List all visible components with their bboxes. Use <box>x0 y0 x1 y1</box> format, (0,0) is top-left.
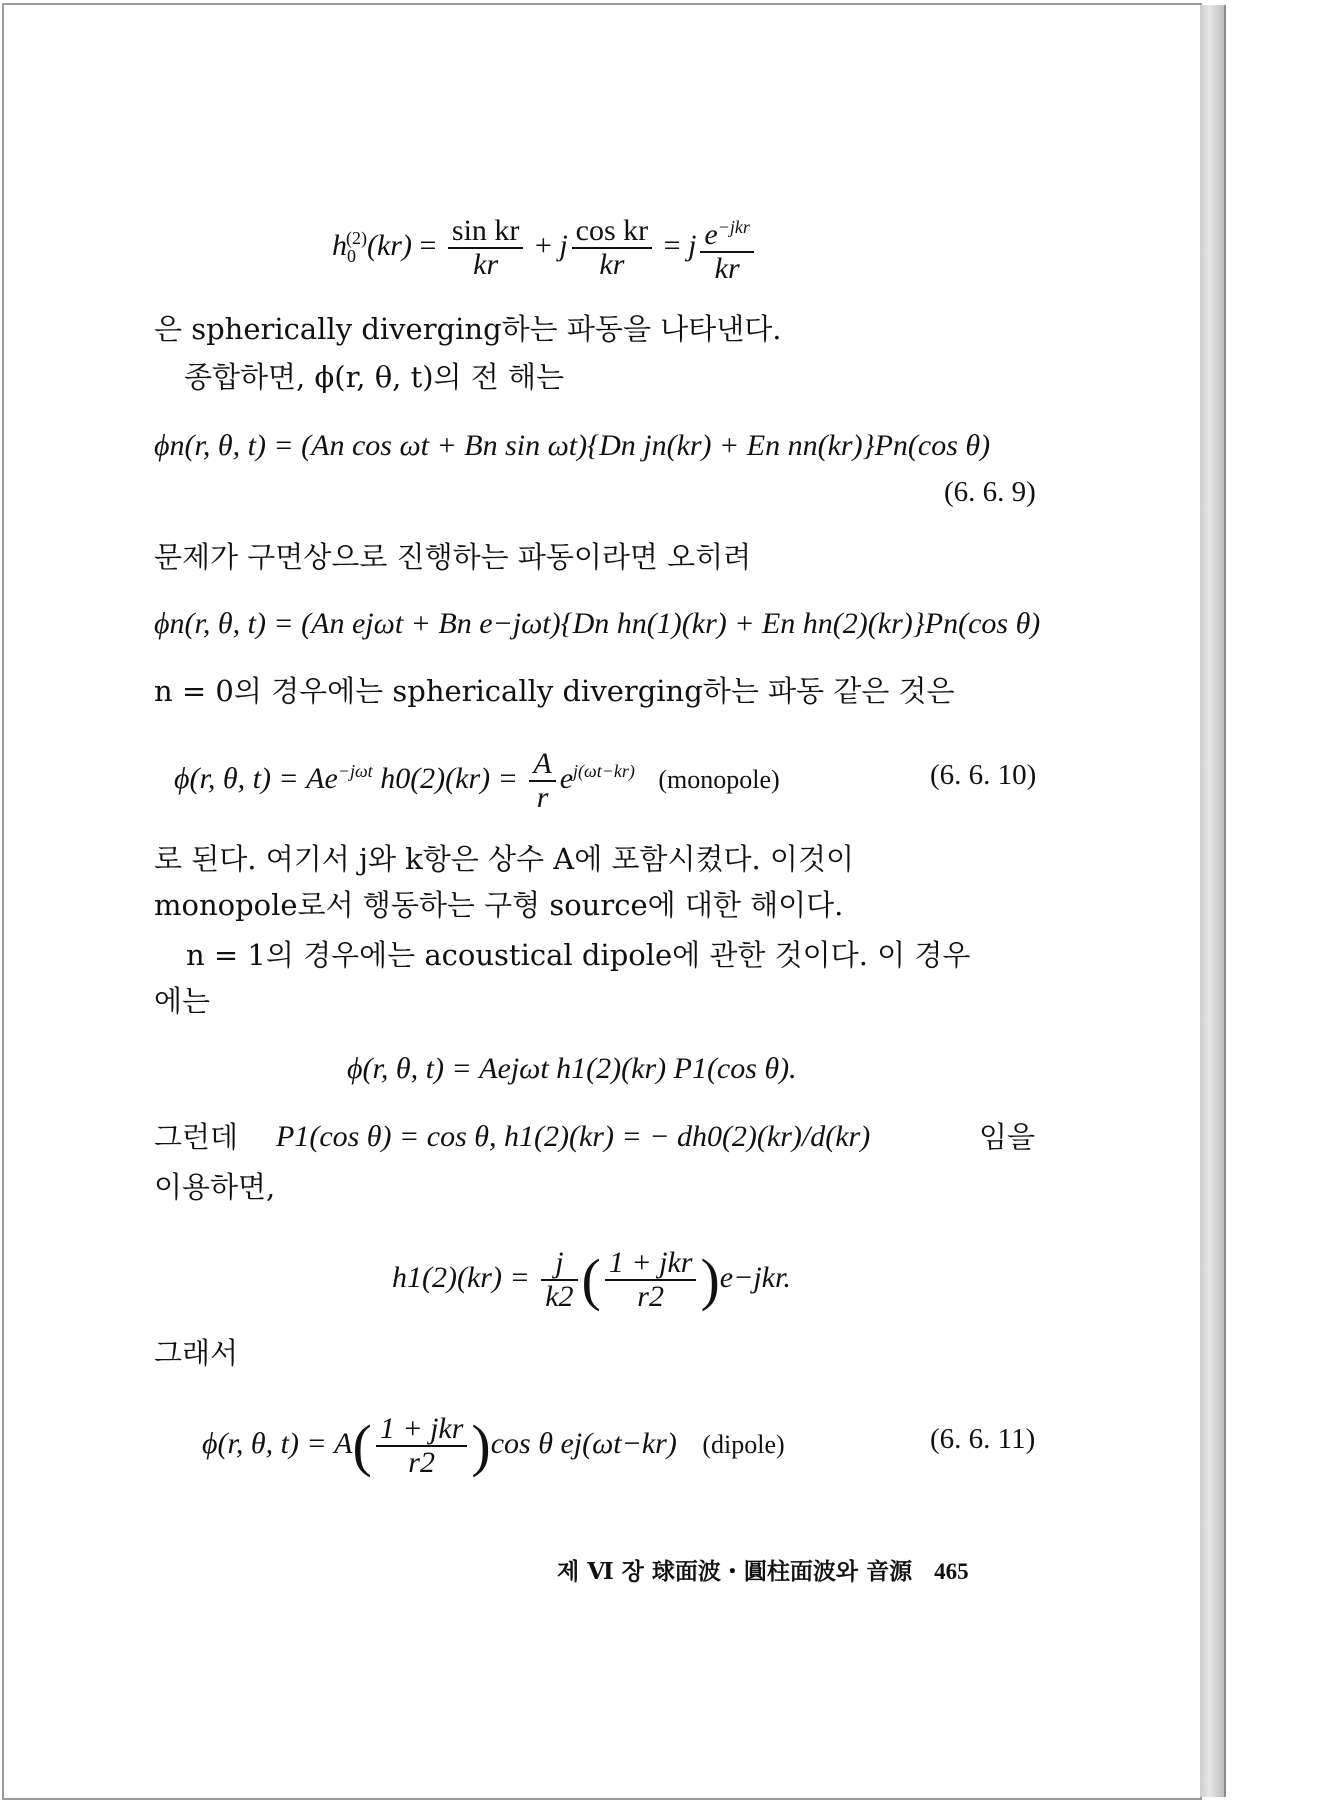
equation-phi-n-standing: ϕn(r, θ, t) = (An cos ωt + Bn sin ωt){Dn jn(kr) + En nn(kr)}Pn(cos θ) <box>154 429 991 462</box>
equation-h1-2: h1(2)(kr) = $\frac{j}{k2}$ ( $\frac{\text{1 + jkr}}{r2}$ )e−jkr. <box>392 1246 791 1313</box>
fraction-dipole: $\frac{\text{1 + jkr}}{r2}$ <box>376 1413 468 1479</box>
equation-h0-2: $h_0^{(2)}(kr)$ = $\frac{\text{sin kr}}{kr}$ + j $\frac{\text{cos kr}}{kr}$ = j $\frac{e^{-jkr}}{kr}$ <box>332 211 758 285</box>
page-content <box>4 5 1204 1798</box>
page-stack-edge <box>1200 5 1226 1797</box>
page-number: 465 <box>934 1559 969 1584</box>
equation-number-6-6-9: (6. 6. 9) <box>944 476 1036 508</box>
text-line-5: 로 된다. 여기서 j와 k항은 상수 A에 포함시켰다. 이것이 <box>154 842 854 876</box>
book-page <box>2 3 1202 1800</box>
text-line-7: n = 1의 경우에는 acoustical dipole에 관한 것이다. 이 경우 <box>186 938 971 972</box>
equation-number-6-6-11: (6. 6. 11) <box>930 1423 1036 1455</box>
text-line-1: 은 spherically diverging하는 파동을 나타낸다. <box>154 312 782 346</box>
text-line-2: 종합하면, ϕ(r, θ, t)의 전 해는 <box>184 360 565 394</box>
text-line-3: 문제가 구면상으로 진행하는 파동이라면 오히려 <box>154 540 752 574</box>
equation-monopole: ϕ(r, θ, $t) = Ae^{-j\omega t}$ h0(2)(kr) = $\frac{A}{r}$ $e^{j(\omega t-kr)}$ (monopole) <box>174 747 780 814</box>
equation-dipole-general: ϕ(r, θ, t) = Aejωt h1(2)(kr) P1(cos θ). <box>347 1052 797 1085</box>
text-line-10: 이용하면, <box>154 1170 276 1204</box>
text-line-4: n = 0의 경우에는 spherically diverging하는 파동 같은 것은 <box>154 674 955 708</box>
fraction-exp: $\frac{e^{-jkr}}{kr}$ <box>700 211 753 285</box>
fraction-sin: $\frac{\text{sin kr}}{kr}$ <box>448 215 524 281</box>
chapter-title: 제 Ⅵ 장 球面波・圓柱面波와 音源 <box>557 1558 913 1585</box>
equation-phi-n-traveling: ϕn(r, θ, t) = (An ejωt + Bn e−jωt){Dn hn(1)(kr) + En hn(2)(kr)}Pn(cos θ) <box>154 607 1041 640</box>
text-line-9: 그런데 <box>154 1120 239 1154</box>
fraction-j-over-k2: $\frac{j}{k2}$ <box>541 1247 577 1313</box>
text-line-11: 그래서 <box>154 1336 239 1370</box>
equation-p1-h1: P1(cos θ) = cos θ, h1(2)(kr) = − dh0(2)(kr)/d(kr) <box>276 1120 871 1153</box>
equation-dipole: ϕ(r, θ, t) = A( $\frac{\text{1 + jkr}}{r2}$ )cos θ ej(ωt−kr) (dipole) <box>202 1412 785 1479</box>
text-line-8: 에는 <box>154 984 211 1018</box>
fraction-cos: $\frac{\text{cos kr}}{kr}$ <box>572 215 652 281</box>
fraction-A-over-r: $\frac{A}{r}$ <box>529 748 555 814</box>
running-footer <box>557 1553 969 1586</box>
text-line-9b: 임을 <box>979 1120 1036 1154</box>
text-line-6: monopole로서 행동하는 구형 source에 대한 해이다. <box>154 888 844 922</box>
equation-number-6-6-10: (6. 6. 10) <box>930 759 1037 791</box>
fraction-1-jkr-over-r2: $\frac{\text{1 + jkr}}{r2}$ <box>605 1247 697 1313</box>
